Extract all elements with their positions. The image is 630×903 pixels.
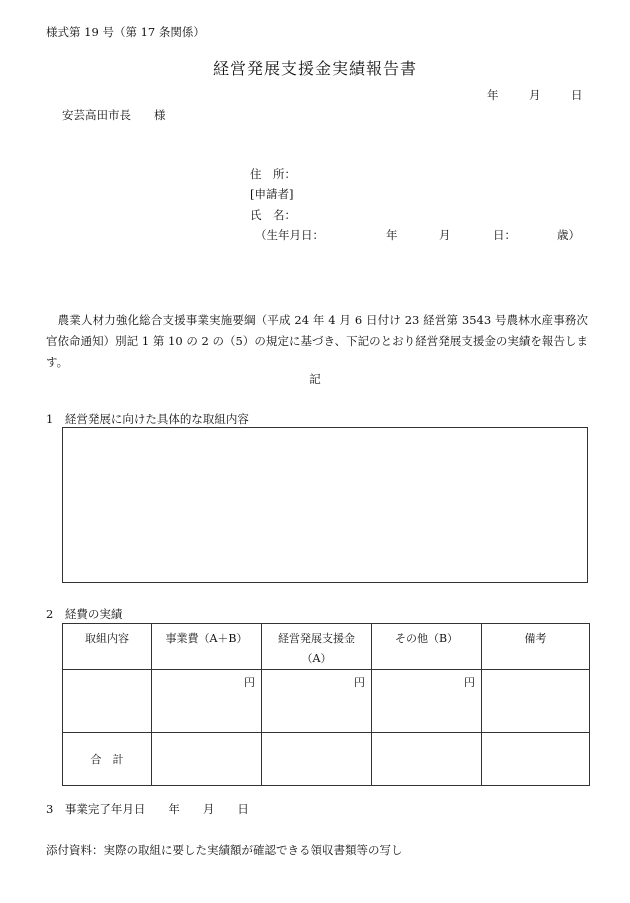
yen-unit: 円 (354, 676, 365, 689)
total-other[interactable] (372, 733, 482, 786)
cell-remarks[interactable] (482, 670, 590, 733)
section2-title: 2 経費の実績 (46, 607, 123, 621)
cost-table (62, 623, 590, 786)
report-date (487, 87, 583, 103)
birth-year-label: 年 (386, 228, 398, 242)
header-support-fund (262, 624, 372, 670)
date-month: 月 (529, 88, 541, 102)
total-row (63, 733, 590, 786)
total-project-cost[interactable] (152, 733, 262, 786)
birthdate-label: （生年月日： (255, 228, 324, 242)
applicant-role-label: [申請者] (250, 187, 294, 201)
section1-title: 1 経営発展に向けた具体的な取組内容 (46, 412, 249, 426)
report-statement: 農業人材力強化総合支援事業実施要綱（平成 24 年 4 月 6 日付け 23 経営第 3543 号農林水産事務次官依命通知）別記 1 第 10 の 2 の（5）の規定に基づき、下記のとおり経営発展支援金の実績を報告します。 (46, 313, 588, 369)
total-label: 合 計 (63, 733, 152, 786)
date-day: 日 (571, 88, 583, 102)
age-label: 歳） (557, 228, 580, 242)
header-support-fund-label: 経営発展支援金 (278, 632, 355, 645)
name-label: 氏 名： (250, 208, 296, 222)
header-project-cost: 事業費（A＋B） (152, 624, 262, 670)
header-initiative: 取組内容 (63, 624, 152, 670)
form-number: 様式第 19 号（第 17 条関係） (46, 25, 205, 39)
header-remarks: 備考 (482, 624, 590, 670)
document-title: 経営発展支援金実績報告書 (212, 59, 417, 78)
ki-mark: 記 (309, 372, 321, 386)
cell-other[interactable] (372, 670, 482, 733)
total-support-fund[interactable] (262, 733, 372, 786)
birth-day-label: 日： (493, 228, 516, 242)
total-remarks[interactable] (482, 733, 590, 786)
table-header-row (63, 624, 590, 670)
yen-unit: 円 (464, 676, 475, 689)
section3-completion-date: 3 事業完了年月日 年 月 日 (46, 802, 249, 816)
cell-support-fund[interactable] (262, 670, 372, 733)
cell-project-cost[interactable] (152, 670, 262, 733)
header-support-fund-a: （A） (301, 652, 332, 665)
birth-month-label: 月 (439, 228, 451, 242)
cell-initiative[interactable] (63, 670, 152, 733)
table-row (63, 670, 590, 733)
address-label: 住 所： (250, 167, 296, 181)
recipient: 安芸高田市長 様 (62, 108, 166, 122)
yen-unit: 円 (244, 676, 255, 689)
date-year: 年 (487, 88, 499, 102)
header-other: その他（B） (372, 624, 482, 670)
attachment-note: 添付資料：実際の取組に要した実績額が確認できる領収書類等の写し (46, 843, 403, 857)
initiatives-content-box[interactable] (62, 427, 588, 583)
